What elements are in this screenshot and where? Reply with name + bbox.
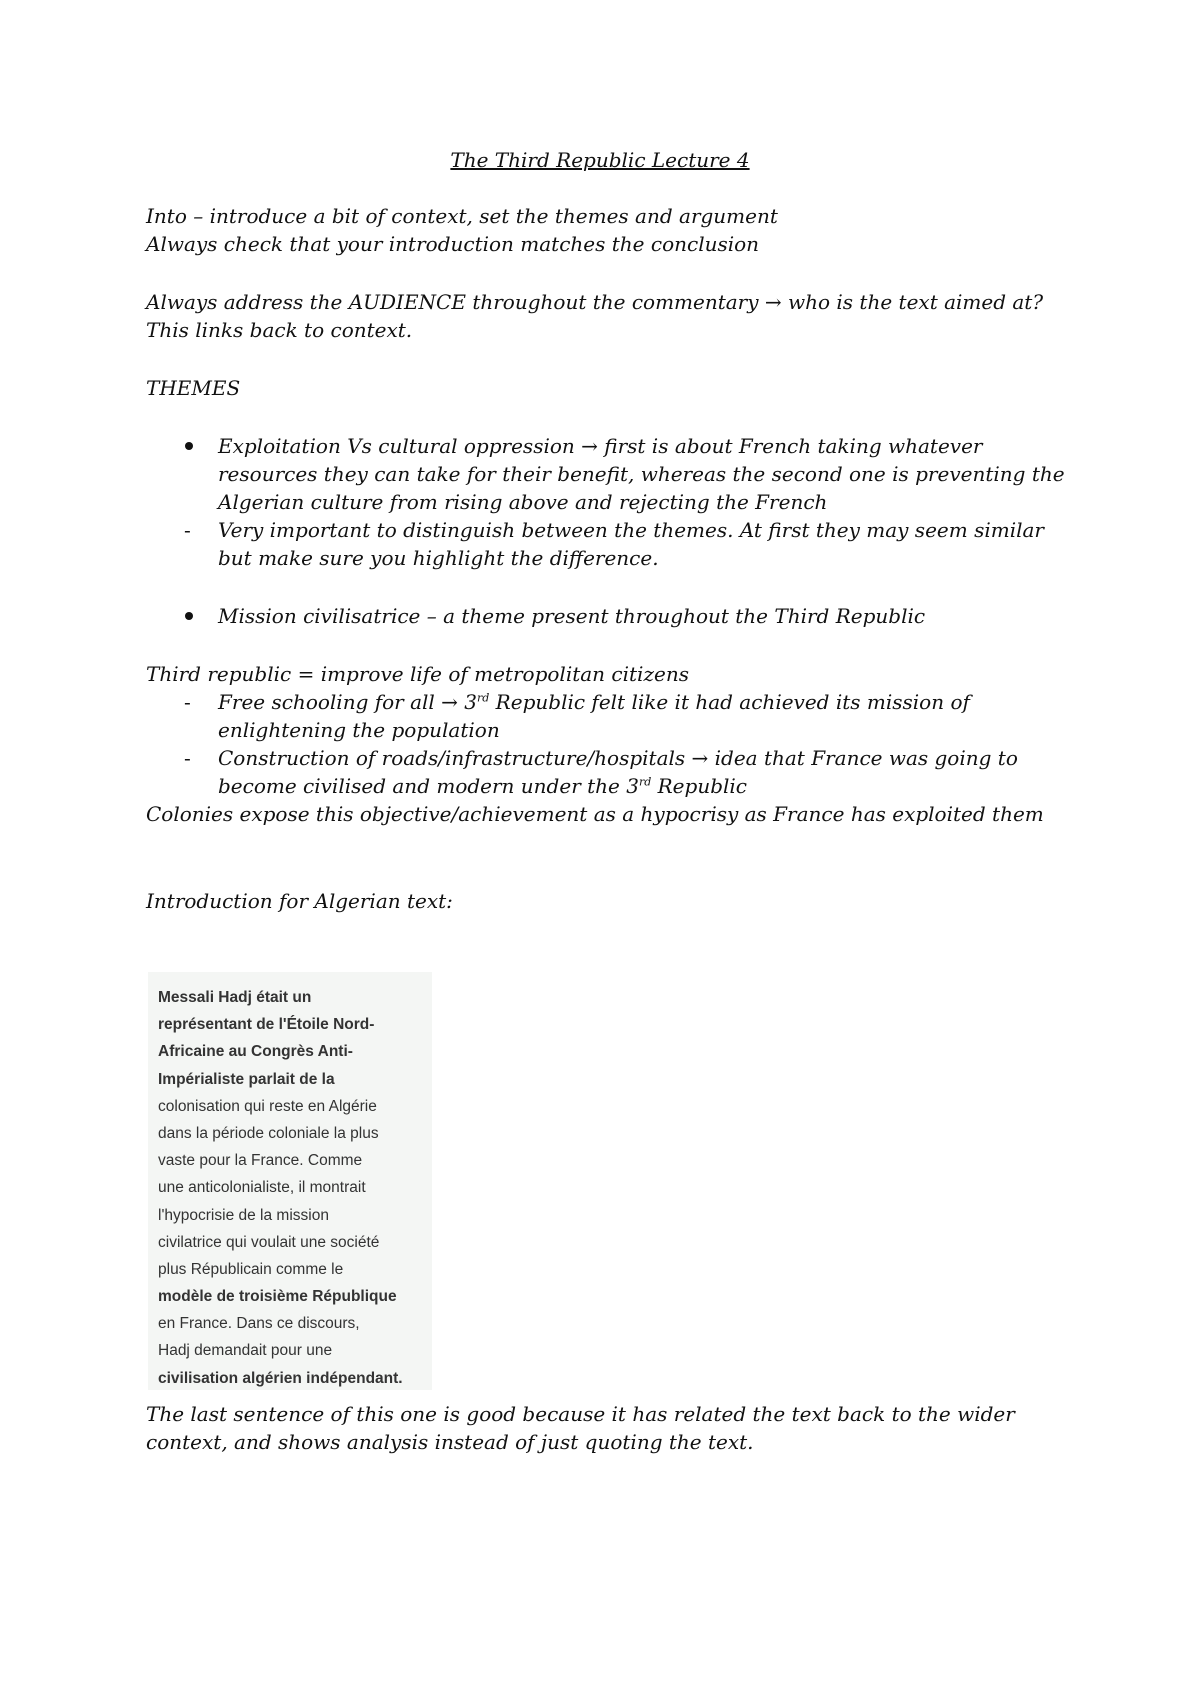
- colonies-line: Colonies expose this objective/achievement as a hypocrisy as France has exploited them: [146, 802, 1044, 826]
- bullet-icon: [185, 612, 193, 620]
- excerpt-line: représentant de l'Étoile Nord-: [158, 1016, 375, 1034]
- excerpt-line: Impérialiste parlait de la: [158, 1070, 335, 1088]
- audience-context-line: This links back to context.: [146, 318, 413, 342]
- bullet-exploitation-line3: Algerian culture from rising above and rejecting the French: [218, 490, 828, 514]
- excerpt-image: [148, 972, 432, 1390]
- excerpt-line: plus Républicain comme le: [158, 1260, 344, 1278]
- excerpt-line: une anticolonialiste, il montrait: [158, 1179, 366, 1197]
- bullet-mission: Mission civilisatrice – a theme present throughout the Third Republic: [218, 604, 926, 628]
- excerpt-line: modèle de troisième République: [158, 1288, 397, 1306]
- excerpt-line: civilisation algérien indépendant.: [158, 1369, 403, 1387]
- bullet-exploitation-line2: resources they can take for their benefit, whereas the second one is preventing the: [218, 462, 1065, 486]
- dash-icon: -: [184, 690, 191, 714]
- excerpt-line: colonisation qui reste en Algérie: [158, 1097, 377, 1115]
- excerpt-line: vaste pour la France. Comme: [158, 1152, 363, 1170]
- dash-distinguish-line2: but make sure you highlight the difference.: [218, 546, 659, 570]
- dash-schooling-line1: Free schooling for all → 3rd Republic felt like it had achieved its mission of: [218, 690, 970, 714]
- themes-heading: THEMES: [146, 376, 241, 400]
- audience-line: Always address the AUDIENCE throughout the commentary → who is the text aimed at?: [146, 290, 1044, 314]
- bullet-exploitation-line1: Exploitation Vs cultural oppression → first is about French taking whatever: [218, 434, 983, 458]
- closing-line1: The last sentence of this one is good because it has related the text back to the wider: [146, 1402, 1015, 1426]
- excerpt-line: dans la période coloniale la plus: [158, 1124, 379, 1142]
- dash-schooling-line2: enlightening the population: [218, 718, 500, 742]
- excerpt-line: en France. Dans ce discours,: [158, 1315, 360, 1333]
- excerpt-line: l'hypocrisie de la mission: [158, 1206, 329, 1224]
- bullet-icon: [185, 442, 193, 450]
- intro-line: Into – introduce a bit of context, set the themes and argument: [146, 204, 778, 228]
- dash-construction-line2: become civilised and modern under the 3rd Republic: [218, 774, 747, 798]
- closing-line2: context, and shows analysis instead of just quoting the text.: [146, 1430, 754, 1454]
- dash-icon: -: [184, 746, 191, 770]
- third-republic-line: Third republic = improve life of metropolitan citizens: [146, 662, 689, 686]
- excerpt-line: Hadj demandait pour une: [158, 1342, 333, 1360]
- dash-icon: -: [184, 518, 191, 542]
- intro-check-line: Always check that your introduction matches the conclusion: [146, 232, 760, 256]
- excerpt-line: Africaine au Congrès Anti-: [158, 1043, 353, 1061]
- dash-distinguish-line1: Very important to distinguish between the themes. At first they may seem similar: [218, 518, 1044, 542]
- page-title: The Third Republic Lecture 4: [450, 148, 750, 172]
- excerpt-line: Messali Hadj était un: [158, 989, 312, 1006]
- dash-construction-line1: Construction of roads/infrastructure/hospitals → idea that France was going to: [218, 746, 1018, 770]
- intro-algerian-label: Introduction for Algerian text:: [146, 889, 453, 913]
- excerpt-line: civilatrice qui voulait une société: [158, 1233, 380, 1251]
